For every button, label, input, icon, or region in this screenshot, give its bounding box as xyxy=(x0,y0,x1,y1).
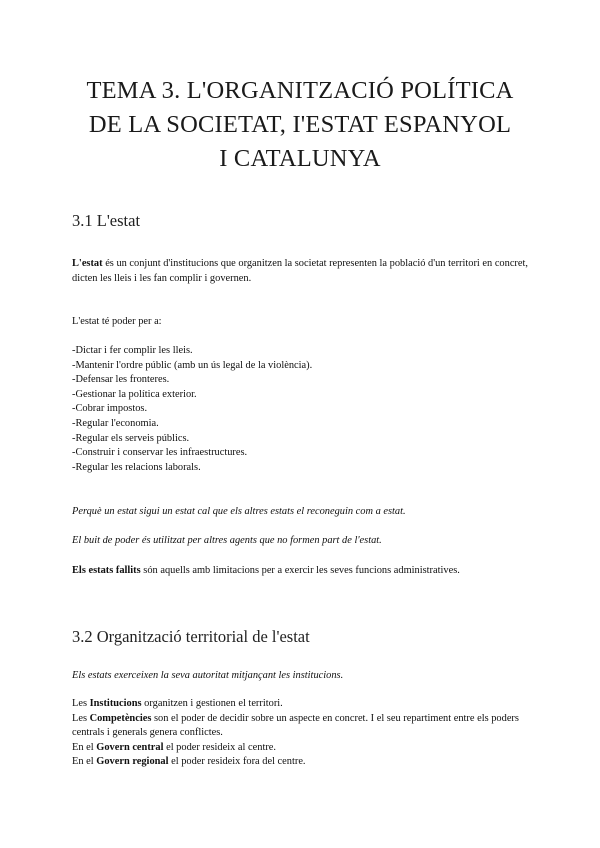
list-item: -Construir i conservar les infraestructures. xyxy=(72,447,248,459)
estat-definition xyxy=(72,257,532,286)
title-line: DE LA SOCIETAT, I'ESTAT ESPANYOL xyxy=(88,111,512,138)
regional-government-term: Govern regional xyxy=(96,756,169,768)
competences-term: Competències xyxy=(89,712,152,724)
text-run: el poder resideix fora del centre. xyxy=(168,756,306,768)
text-run: el poder resideix al centre. xyxy=(163,741,276,753)
list-item: -Regular els serveis públics. xyxy=(72,432,190,444)
failed-states-text: són aquells amb limitacions per a exercir les seves funcions administratives. xyxy=(140,565,460,576)
text-run: Les xyxy=(72,698,90,709)
list-item: -Mantenir l'ordre públic (amb un ús legal de la violència). xyxy=(72,359,313,371)
powers-intro: L'estat té poder per a: xyxy=(72,316,162,327)
central-government-term: Govern central xyxy=(96,741,164,753)
institutions-line xyxy=(72,697,532,712)
regional-government-line xyxy=(72,755,532,770)
page-title xyxy=(40,74,560,176)
powers-list xyxy=(72,344,312,475)
text-run: organitzen i gestionen el territori. xyxy=(141,698,283,709)
italic-note-power-vacuum: El buit de poder és utilitzat per altres agents que no formen part de l'estat. xyxy=(72,535,382,546)
list-item: -Cobrar impostos. xyxy=(72,403,148,415)
institutions-term: Institucions xyxy=(89,698,142,709)
text-run: son el poder de decidir sobre un aspecte en concret. I el seu repartiment entre els poders centrals i generals genera conflictes. xyxy=(72,712,519,739)
italic-note-institutions: Els estats exerceixen la seva autoritat mitjançant les institucions. xyxy=(72,670,344,681)
title-line: I CATALUNYA xyxy=(219,145,381,172)
failed-states-paragraph xyxy=(72,564,532,579)
failed-states-term: Els estats fallits xyxy=(72,565,141,576)
estat-definition-text: és un conjunt d'institucions que organitzen la societat representen la població d'un territori en concret, dicten les lleis i les fan complir i governen. xyxy=(72,258,528,284)
list-item: -Defensar les fronteres. xyxy=(72,374,170,386)
list-item: -Regular l'economia. xyxy=(72,417,159,429)
text-run: En el xyxy=(72,756,97,768)
text-run: En el xyxy=(72,741,97,753)
italic-note-recognition: Perquè un estat sigui un estat cal que els altres estats el reconeguin com a estat. xyxy=(72,506,406,517)
list-item: -Gestionar la política exterior. xyxy=(72,388,197,400)
section-heading-estat: 3.1 L'estat xyxy=(72,211,141,230)
list-item: -Dictar i fer complir les lleis. xyxy=(72,345,193,356)
estat-term: L'estat xyxy=(72,258,103,269)
title-line: TEMA 3. L'ORGANITZACIÓ POLÍTICA xyxy=(86,77,514,104)
section-heading-organitzacio: 3.2 Organització territorial de l'estat xyxy=(72,627,310,646)
text-run: Les xyxy=(72,712,90,724)
competences-line xyxy=(72,712,532,741)
list-item: -Regular les relacions laborals. xyxy=(72,461,201,473)
central-government-line xyxy=(72,741,532,756)
territorial-paragraph xyxy=(72,697,532,770)
